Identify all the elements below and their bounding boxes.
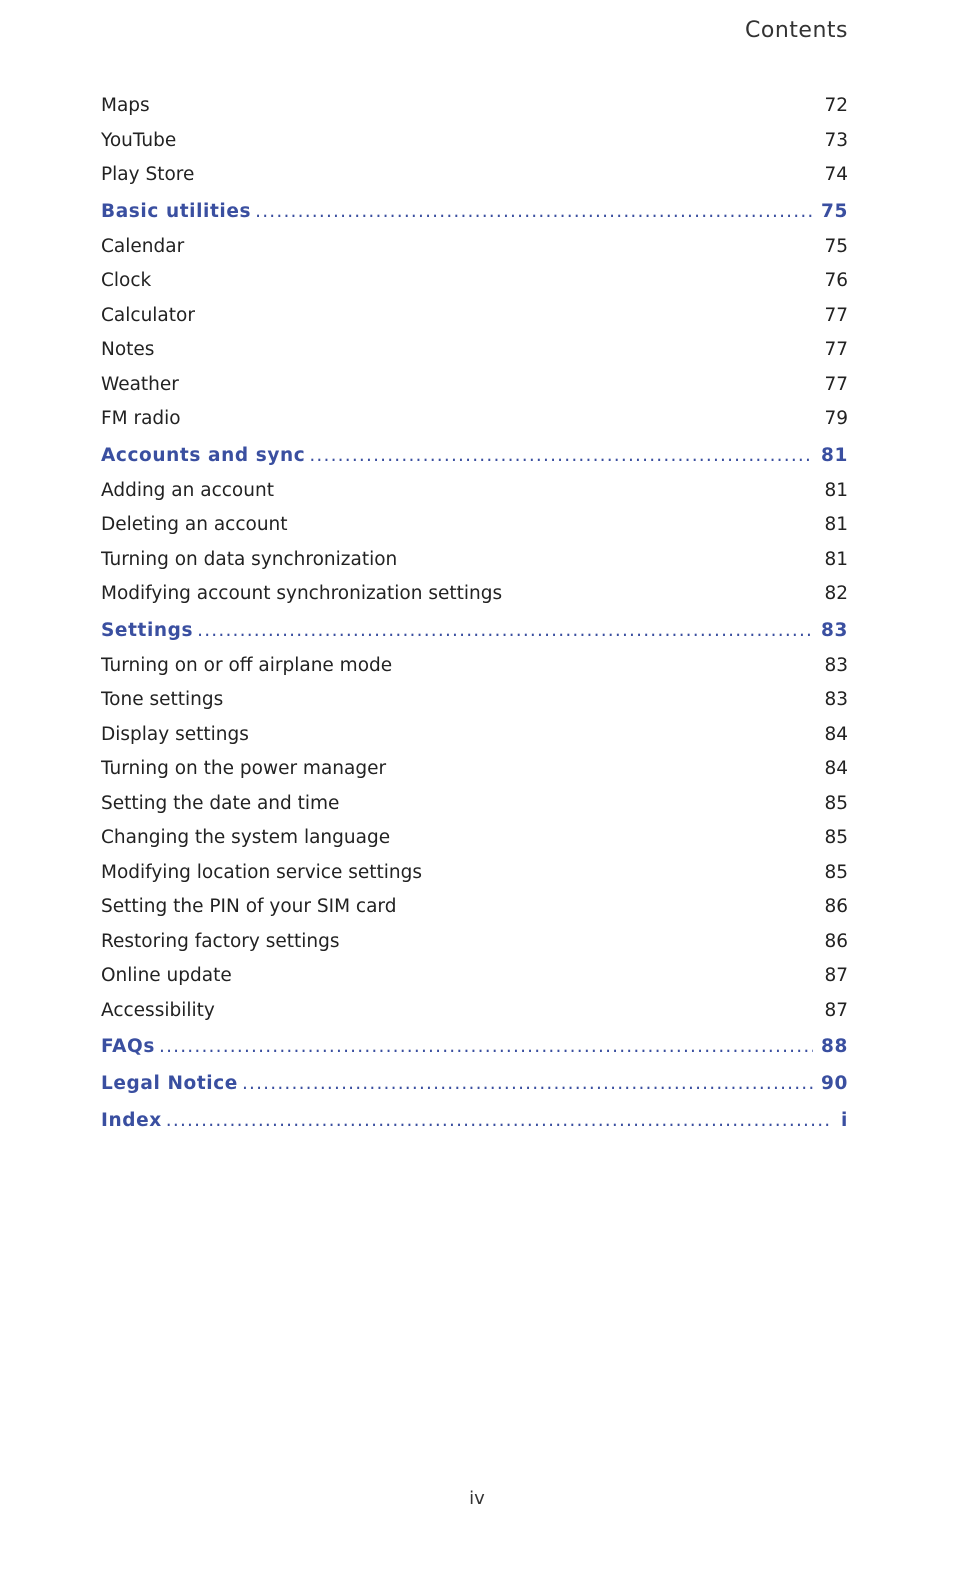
toc-entry-link[interactable]	[101, 577, 848, 612]
toc-title: Play Store	[101, 164, 195, 185]
toc-title: Turning on or off airplane mode	[101, 654, 393, 676]
table-of-contents	[101, 89, 848, 1139]
toc-entry-link[interactable]	[101, 158, 848, 193]
toc-title: Index	[101, 1110, 162, 1131]
toc-entry-link[interactable]	[101, 474, 848, 509]
toc-page-number: 73	[824, 129, 848, 151]
toc-page-number: 86	[824, 896, 848, 917]
toc-page-number: 87	[824, 965, 848, 986]
toc-page-number: 75	[821, 200, 848, 222]
toc-page-number: 82	[824, 583, 848, 604]
toc-entry-link[interactable]	[101, 368, 848, 403]
toc-entry-link[interactable]	[101, 752, 848, 787]
toc-entry-link[interactable]	[101, 683, 848, 718]
toc-page-number: 77	[824, 339, 848, 360]
toc-title: Adding an account	[101, 479, 274, 501]
toc-page-number: 81	[821, 444, 848, 466]
toc-page-number: 72	[824, 95, 848, 116]
toc-leader-dots	[166, 1102, 833, 1139]
page-header-title: Contents	[745, 18, 848, 43]
toc-entry-link[interactable]	[101, 543, 848, 578]
toc-entry-link[interactable]	[101, 959, 848, 994]
toc-section-link[interactable]	[101, 1028, 848, 1065]
toc-leader-dots	[255, 193, 813, 230]
toc-section-link[interactable]	[101, 193, 848, 230]
toc-entry-link[interactable]	[101, 856, 848, 891]
toc-leader-dots	[197, 612, 813, 649]
toc-entry-link[interactable]	[101, 299, 848, 334]
toc-title: Turning on data synchronization	[101, 548, 398, 570]
toc-title: Basic utilities	[101, 200, 252, 222]
toc-title: FAQs	[101, 1036, 155, 1057]
toc-title: Modifying account synchronization settings	[101, 583, 503, 604]
toc-section-link[interactable]	[101, 1102, 848, 1139]
toc-title: Online update	[101, 965, 232, 986]
toc-title: Notes	[101, 339, 155, 360]
toc-title: Legal Notice	[101, 1073, 238, 1094]
toc-title: Tone settings	[101, 689, 224, 710]
toc-entry-link[interactable]	[101, 264, 848, 299]
toc-page-number: 83	[824, 654, 848, 676]
toc-page-number: 85	[824, 792, 848, 814]
toc-title: Turning on the power manager	[101, 758, 387, 779]
toc-title: Deleting an account	[101, 514, 288, 535]
toc-page-number: 81	[824, 514, 848, 535]
toc-page-number: 88	[821, 1036, 848, 1057]
toc-page-number: 87	[824, 999, 848, 1021]
toc-title: Setting the PIN of your SIM card	[101, 896, 397, 917]
toc-title: Calculator	[101, 304, 195, 326]
toc-title: Settings	[101, 619, 194, 641]
toc-page-number: 86	[824, 930, 848, 952]
toc-page-number: 83	[824, 689, 848, 710]
toc-title: Calendar	[101, 235, 185, 257]
toc-page-number: 90	[821, 1073, 848, 1094]
toc-page-number: 85	[824, 827, 848, 848]
toc-title: Restoring factory settings	[101, 930, 340, 952]
toc-entry-link[interactable]	[101, 994, 848, 1029]
toc-title: FM radio	[101, 408, 181, 429]
toc-section-link[interactable]	[101, 1065, 848, 1102]
toc-title: Setting the date and time	[101, 792, 340, 814]
toc-entry-link[interactable]	[101, 649, 848, 684]
toc-page-number: 85	[824, 861, 848, 883]
toc-entry-link[interactable]	[101, 230, 848, 265]
toc-title: Clock	[101, 270, 152, 291]
toc-page-number: 77	[824, 373, 848, 395]
toc-title: Modifying location service settings	[101, 861, 422, 883]
toc-page-number: 75	[824, 235, 848, 257]
toc-title: Display settings	[101, 723, 249, 745]
toc-entry-link[interactable]	[101, 508, 848, 543]
toc-page-number: i	[841, 1110, 848, 1131]
toc-page-number: 84	[824, 758, 848, 779]
toc-entry-link[interactable]	[101, 402, 848, 437]
toc-title: Accessibility	[101, 999, 215, 1021]
toc-page-number: 81	[824, 479, 848, 501]
toc-entry-link[interactable]	[101, 821, 848, 856]
toc-title: Maps	[101, 95, 150, 116]
page-number: iv	[469, 1488, 485, 1509]
toc-page-number: 79	[824, 408, 848, 429]
toc-entry-link[interactable]	[101, 718, 848, 753]
toc-title: YouTube	[101, 129, 177, 151]
toc-section-link[interactable]	[101, 612, 848, 649]
toc-leader-dots	[309, 437, 813, 474]
toc-entry-link[interactable]	[101, 124, 848, 159]
toc-entry-link[interactable]	[101, 925, 848, 960]
toc-title: Weather	[101, 373, 179, 395]
toc-page-number: 74	[824, 164, 848, 185]
toc-leader-dots	[159, 1028, 813, 1065]
toc-page-number: 77	[824, 304, 848, 326]
toc-page-number: 81	[824, 548, 848, 570]
toc-title: Changing the system language	[101, 827, 391, 848]
toc-page-number: 84	[824, 723, 848, 745]
toc-leader-dots	[242, 1065, 813, 1102]
toc-page-number: 76	[824, 270, 848, 291]
toc-entry-link[interactable]	[101, 333, 848, 368]
toc-entry-link[interactable]	[101, 787, 848, 822]
toc-section-link[interactable]	[101, 437, 848, 474]
toc-page-number: 83	[821, 619, 848, 641]
toc-entry-link[interactable]	[101, 89, 848, 124]
toc-entry-link[interactable]	[101, 890, 848, 925]
toc-title: Accounts and sync	[101, 444, 306, 466]
